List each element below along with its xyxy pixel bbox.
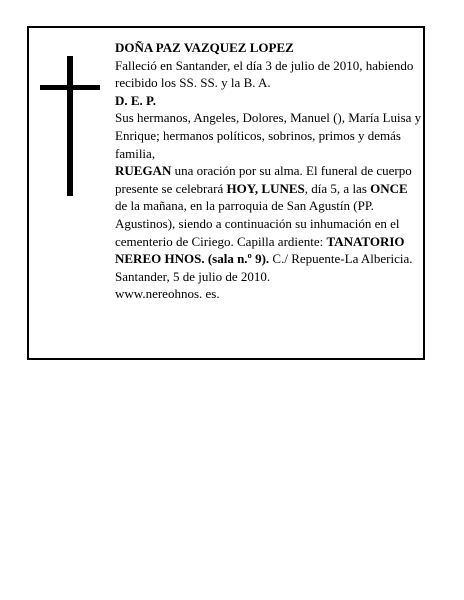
funeral-home-address: C./ Repuente-La Albericia. [269, 251, 413, 267]
funeral-home: TANATORIO NEREO HNOS. (sala n.º 9). [115, 233, 405, 267]
request-text-3: de la mañana, en la parroquia de San Agustín (PP. Agustinos), siendo a continuación su inhumación en el cementerio de Ciriego. Capilla ardiente: [115, 198, 400, 249]
rest-in-peace: D. E. P. [115, 92, 157, 108]
request-text-2: , día 5, a las [304, 180, 371, 196]
family-list: Sus hermanos, Angeles, Dolores, Manuel (), María Luisa y Enrique; hermanos políticos, sobrinos, primos y demás familia, [115, 110, 422, 161]
funeral-day: HOY, LUNES [226, 180, 305, 196]
funeral-details [115, 162, 423, 268]
obituary-notice [27, 26, 425, 360]
deceased-name: DOÑA PAZ VAZQUEZ LOPEZ [115, 40, 294, 55]
cross-vertical-bar [67, 56, 73, 196]
website: www.nereohnos. es. [115, 286, 220, 302]
request-label: RUEGAN [115, 163, 172, 179]
request-text-1: una oración por su alma. El funeral de cuerpo presente se celebrará [115, 163, 412, 196]
funeral-hour: ONCE [370, 180, 408, 196]
death-info: Falleció en Santander, el día 3 de julio de 2010, habiendo recibido los SS. SS. y la B. A. [115, 57, 414, 91]
cross-horizontal-bar [40, 85, 100, 90]
place-date: Santander, 5 de julio de 2010. [115, 268, 271, 284]
notice-text [115, 39, 423, 303]
